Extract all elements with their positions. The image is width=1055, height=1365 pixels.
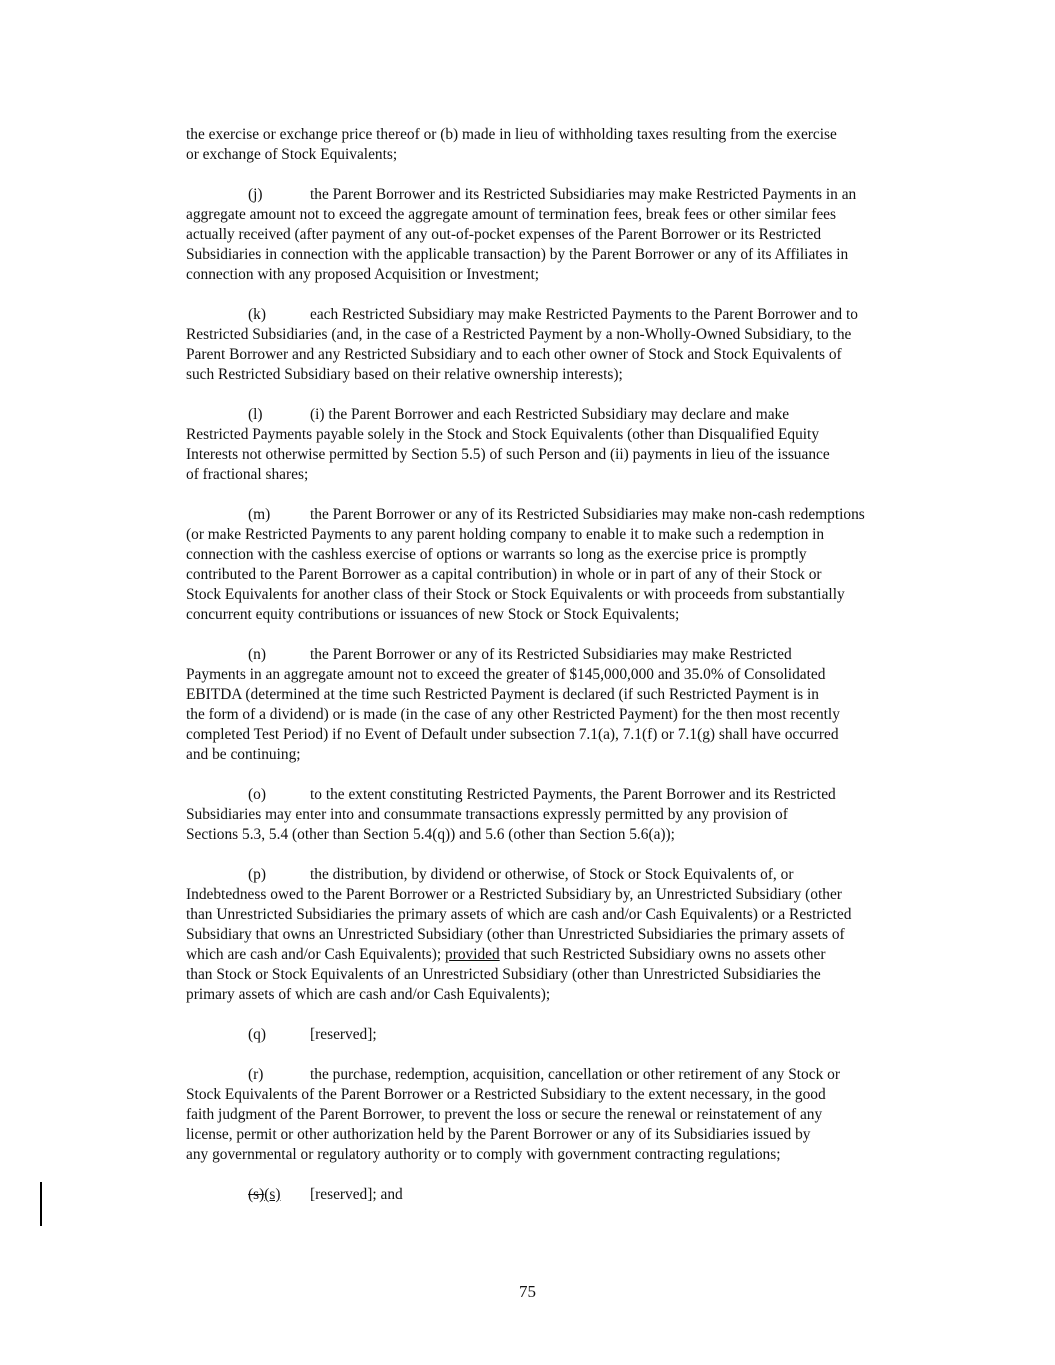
- paragraph-first-line: the Parent Borrower or any of its Restricted Subsidiaries may make non-cash redemptions: [310, 506, 865, 523]
- paragraph-item: [186, 785, 946, 845]
- paragraph-item: [186, 305, 946, 385]
- struck-label: (s): [248, 1186, 265, 1203]
- paragraph-label: (o): [248, 786, 266, 803]
- paragraph-label: (n): [248, 646, 266, 663]
- paragraph-text-a: Indebtedness owed to the Parent Borrower or a Restricted Subsidiary by, an Unrestricted Subsidiary (other than Unrestricted Subsidiaries the primary assets of which are cash and/or Cash Equivalents) or a Restricted Subsidiary that owns an Unrestricted Subsidiary (other than Unrestricted Subsidiaries the primary assets of which are cash and/or Cash Equivalents);: [186, 886, 852, 963]
- page-number: 75: [519, 1282, 536, 1301]
- paragraph-first-line: the Parent Borrower or any of its Restricted Subsidiaries may make Restricted: [310, 646, 792, 663]
- paragraph-text: aggregate amount not to exceed the aggregate amount of termination fees, break fees or other similar fees actually received (after payment of any out-of-pocket expenses of the Parent Borrower or its Restricted Subsidiaries in connection with the applicable transaction) by the Parent Borrower or any of its Affiliates in connection with any proposed Acquisition or Investment;: [186, 206, 849, 283]
- paragraph-text: Restricted Payments payable solely in the Stock and Stock Equivalents (other than Disqualified Equity Interests not otherwise permitted by Section 5.5) of such Person and (ii) payments in lieu of the issuance of fractional shares;: [186, 426, 830, 483]
- paragraph-first-line: the purchase, redemption, acquisition, cancellation or other retirement of any Stock or: [310, 1066, 840, 1083]
- paragraph-list: [186, 185, 946, 845]
- paragraph-first-line: the distribution, by dividend or otherwise, of Stock or Stock Equivalents of, or: [310, 866, 794, 883]
- paragraph-text: [reserved]; and: [310, 1186, 403, 1203]
- paragraph-label: [248, 1185, 310, 1205]
- inserted-label: (s): [264, 1186, 281, 1203]
- paragraph-label: (k): [248, 306, 266, 323]
- paragraph-text: Payments in an aggregate amount not to exceed the greater of $145,000,000 and 35.0% of Consolidated EBITDA (determined at the time such Restricted Payment is declared (if such Restricted Payment is in the form of a dividend) or is made (in the case of any other Restricted Payment) for the then most recently completed Test Period) if no Event of Default under subsection 7.1(a), 7.1(f) or 7.1(g) shall have occurred and be continuing;: [186, 666, 840, 763]
- paragraph-text: [reserved];: [310, 1026, 377, 1043]
- paragraph-label: (r): [248, 1066, 264, 1083]
- paragraph-label: (q): [248, 1026, 266, 1043]
- paragraph-text: Subsidiaries may enter into and consummate transactions expressly permitted by any provision of Sections 5.3, 5.4 (other than Section 5.4(q)) and 5.6 (other than Section 5.6(a));: [186, 806, 788, 843]
- paragraph-text: Stock Equivalents of the Parent Borrower or a Restricted Subsidiary to the extent necessary, in the good faith judgment of the Parent Borrower, to prevent the loss or secure the renewal or reinstatement of any license, permit or other authorization held by the Parent Borrower or any of its Subsidiaries issued by any governmental or regulatory authority or to comply with government contracting regulations;: [186, 1086, 826, 1163]
- paragraph-label: (j): [248, 186, 263, 203]
- paragraph-q: [186, 1025, 946, 1045]
- paragraph-text: Restricted Subsidiaries (and, in the case of a Restricted Payment by a non-Wholly-Owned Subsidiary, to the Parent Borrower and any Restricted Subsidiary and to each other owner of Stock and Stock Equivalents of such Restricted Subsidiary based on their relative ownership interests);: [186, 326, 852, 383]
- paragraph-first-line: to the extent constituting Restricted Payments, the Parent Borrower and its Restricted: [310, 786, 836, 803]
- document-body: [186, 125, 946, 1225]
- paragraph-p: [186, 865, 946, 1005]
- provided-term: provided: [445, 946, 500, 963]
- paragraph-first-line: (i) the Parent Borrower and each Restricted Subsidiary may declare and make: [310, 406, 790, 423]
- paragraph-label: (p): [248, 866, 266, 883]
- paragraph-text: (or make Restricted Payments to any parent holding company to enable it to make such a redemption in connection with the cashless exercise of options or warrants so long as the exercise price is promptly contributed to the Parent Borrower as a capital contribution) in whole or in part of any of their Stock or Stock Equivalents for another class of their Stock or Stock Equivalents or with proceeds from substantially concurrent equity contributions or issuances of new Stock or Stock Equivalents;: [186, 526, 845, 623]
- paragraph-label: (m): [248, 506, 271, 523]
- paragraph-first-line: the Parent Borrower and its Restricted Subsidiaries may make Restricted Payments in an: [310, 186, 857, 203]
- paragraph-item: [186, 645, 946, 765]
- paragraph-item: [186, 405, 946, 485]
- paragraph-first-line: each Restricted Subsidiary may make Restricted Payments to the Parent Borrower and to: [310, 306, 858, 323]
- paragraph-s: [186, 1185, 946, 1205]
- intro-paragraph: the exercise or exchange price thereof or (b) made in lieu of withholding taxes resulting from the exercise or exchange of Stock Equivalents;: [186, 126, 837, 163]
- paragraph-item: [186, 505, 946, 625]
- paragraph-text-b: that such Restricted Subsidiary owns no assets other than Stock or Stock Equivalents of an Unrestricted Subsidiary (other than Unrestricted Subsidiaries the primary assets of which are cash and/or Cash Equivalents);: [186, 946, 826, 1003]
- paragraph-label: (l): [248, 406, 263, 423]
- paragraph-item: [186, 185, 946, 285]
- paragraph-r: [186, 1065, 946, 1165]
- change-bar: [40, 1182, 42, 1226]
